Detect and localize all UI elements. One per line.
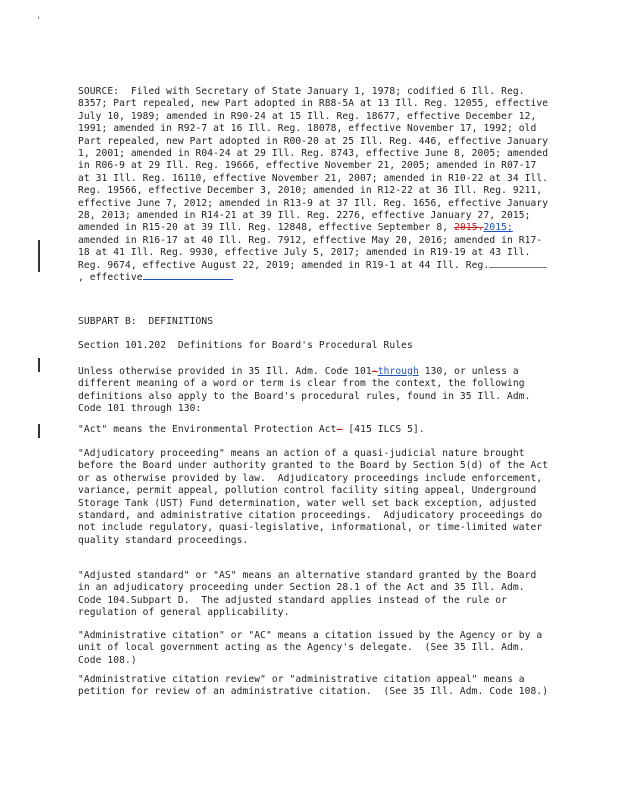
subpart-heading: SUBPART B: DEFINITIONS bbox=[78, 316, 214, 327]
def-administrative-citation-review: "Administrative citation review" or "administrative citation appeal" means a petition for review of an administrative citation. (See 35 Ill. Adm. Code 108.) bbox=[78, 674, 549, 698]
source-note bbox=[78, 86, 554, 285]
intro-paragraph bbox=[78, 366, 550, 416]
def-act bbox=[78, 424, 550, 436]
blank-line bbox=[489, 267, 547, 268]
act-text-2: [415 ILCS 5]. bbox=[342, 424, 425, 435]
change-bar bbox=[38, 250, 40, 272]
section-heading: Section 101.202 Definitions for Board's Procedural Rules bbox=[78, 340, 413, 351]
stray-mark: ' bbox=[36, 16, 42, 26]
change-bar bbox=[38, 424, 40, 438]
act-text: "Act" means the Environmental Protection Act bbox=[78, 424, 337, 435]
intro-text: Unless otherwise provided in 35 Ill. Adm. Code 101 bbox=[78, 366, 372, 377]
def-adjusted-standard: "Adjusted standard" or "AS" means an alternative standard granted by the Board in an adjudicatory proceeding under Section 28.1 of the Act and 35 Ill. Adm. Code 104.Subpart D. The adjusted standard applies instead of the rule or regulation of general applicability. bbox=[78, 570, 543, 619]
struck-dash: - bbox=[371, 366, 378, 377]
struck-text: 2015. bbox=[454, 222, 484, 234]
source-text-3: , effective bbox=[78, 272, 143, 284]
inserted-through: through bbox=[377, 366, 419, 377]
source-text-2: amended in R16-17 at 40 Ill. Reg. 7912, effective May 20, 2016; amended in R17-18 at 41 Ill. Reg. 9930, effective July 5, 2017; amended in R19-19 at 43 Ill. Reg. 9674, effective August 22, 2019; amended in R19-1 at 44 Ill. Reg. bbox=[78, 222, 543, 271]
def-adjudicatory-proceeding: "Adjudicatory proceeding" means an action of a quasi-judicial nature brought before the Board under authority granted to the Board by Section 5(d) of the Act or as otherwise provided by law. Adjudicatory proceedings include enforcement, variance, permit appeal, pollution control facility siting appeal, Underground Storage Tank (UST) Fund determination, water well set back exception, adjusted standard, and administrative citation proceedings. Adjudicatory proceedings do not include regulatory, quasi-legislative, informational, or time-limited water quality standard proceedings. bbox=[78, 448, 554, 546]
inserted-text: 2015; bbox=[483, 222, 513, 234]
change-bar bbox=[38, 358, 40, 372]
source-text: SOURCE: Filed with Secretary of State January 1, 1978; codified 6 Ill. Reg. 8357; Part repealed, new Part adopted in R88-5A at 13 Ill. Reg. 12055, effective July 10, 1989; amended in R90-24 at 15 Ill. Reg. 18677, effective December 12, 1991; amended in R92-7 at 16 Ill. Reg. 18078, effective November 17, 1992; old Part repealed, new Part adopted in R00-20 at 25 Ill. Reg. 446, effective January 1, 2001; amended in R04-24 at 29 Ill. Reg. 8743, effective June 8, 2005; amended in R06-9 at 29 Ill. Reg. 19666, effective November 21, 2005; amended in R07-17 at 31 Ill. Reg. 16110, effective November 21, 2007; amended in R10-22 at 34 Ill. Reg. 19566, effective December 3, 2010; amended in R12-22 at 36 Ill. Reg. 9211, effective June 7, 2012; amended in R13-9 at 37 Ill. Reg. 1656, effective January 28, 2013; amended in R14-21 at 39 Ill. Reg. 2276, effective January 27, 2015; amended in R15-20 at 39 Ill. Reg. 12848, effective September 8, bbox=[78, 86, 554, 234]
blank-line bbox=[143, 279, 233, 280]
intro-text-2: 130, or unless a different meaning of a word or term is clear from the context, the following definitions also apply to the Board's procedural rules, found in 35 Ill. Adm. Code 101 through 130: bbox=[78, 366, 537, 415]
def-administrative-citation: "Administrative citation" or "AC" means a citation issued by the Agency or by a unit of local government acting as the Agency's delegate. (See 35 Ill. Adm. Code 108.) bbox=[78, 630, 549, 666]
struck-dash: - bbox=[336, 424, 343, 435]
